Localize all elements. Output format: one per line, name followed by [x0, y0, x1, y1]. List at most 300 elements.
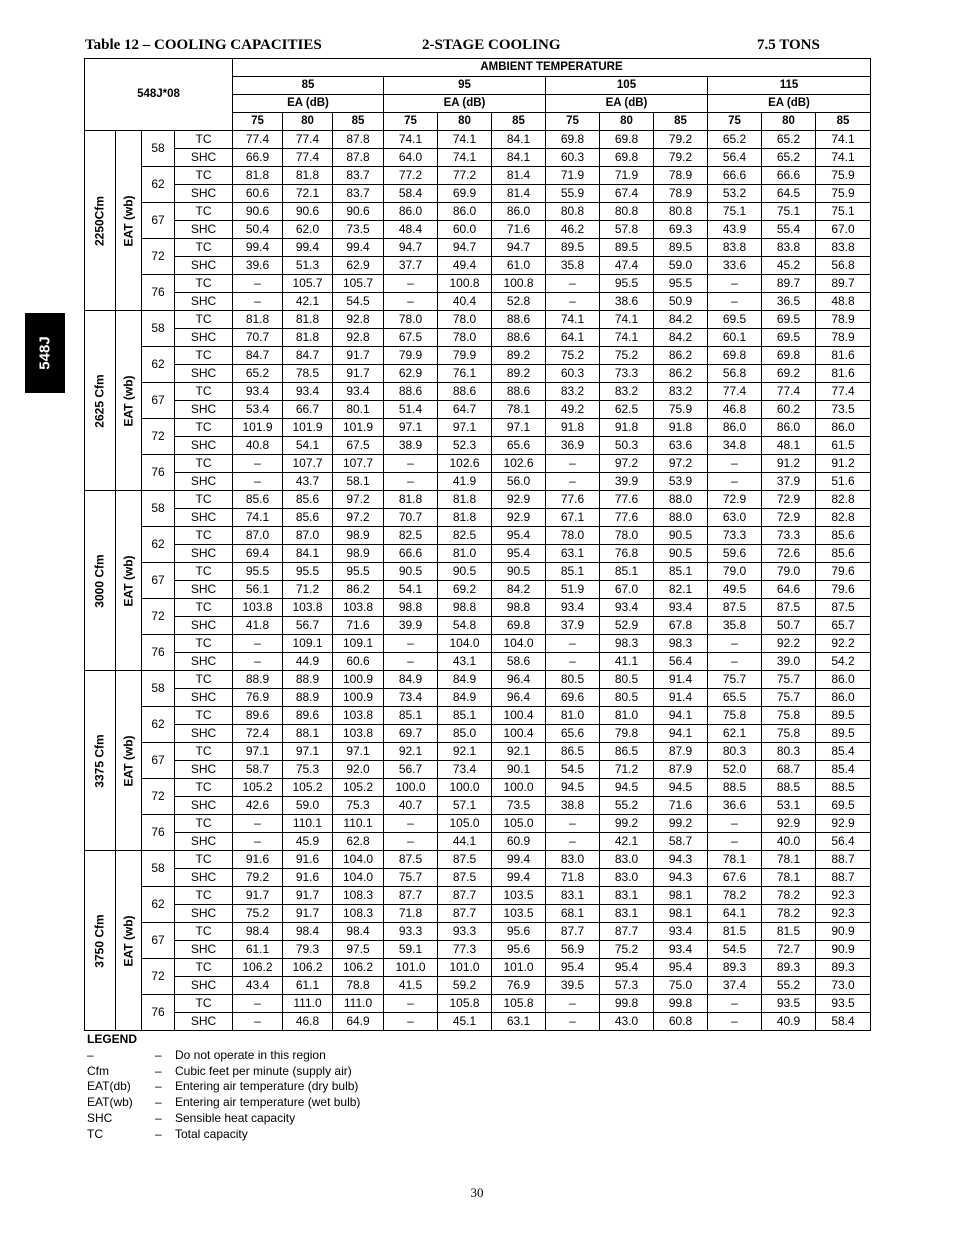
tc-value: 83.7 — [333, 167, 384, 185]
shc-value: 71.2 — [600, 761, 654, 779]
tc-value: 99.4 — [233, 239, 283, 257]
ea-label: EA (dB) — [384, 95, 546, 113]
eat-wb-value: 62 — [142, 167, 175, 203]
data-row — [85, 473, 871, 491]
ea-value: 75 — [708, 113, 762, 131]
tc-value: 81.4 — [492, 167, 546, 185]
tc-label: TC — [175, 635, 233, 653]
shc-value: – — [384, 1013, 438, 1031]
tc-value: 95.5 — [283, 563, 333, 581]
tc-value: 66.6 — [762, 167, 816, 185]
shc-value: 69.6 — [546, 689, 600, 707]
tc-value: 79.0 — [762, 563, 816, 581]
shc-value: 62.9 — [333, 257, 384, 275]
tc-value: 104.0 — [438, 635, 492, 653]
shc-value: 64.5 — [762, 185, 816, 203]
side-tab-label: 548J — [36, 336, 54, 370]
shc-value: 59.1 — [384, 941, 438, 959]
tc-label: TC — [175, 491, 233, 509]
shc-value: 65.6 — [492, 437, 546, 455]
tc-value: 98.3 — [654, 635, 708, 653]
shc-value: 73.5 — [816, 401, 871, 419]
tc-value: 81.8 — [384, 491, 438, 509]
shc-label: SHC — [175, 797, 233, 815]
ea-value: 85 — [654, 113, 708, 131]
shc-value: 45.2 — [762, 257, 816, 275]
tc-value: 111.0 — [333, 995, 384, 1013]
shc-label: SHC — [175, 725, 233, 743]
shc-value: 71.8 — [384, 905, 438, 923]
data-row — [85, 455, 871, 473]
data-row — [85, 725, 871, 743]
tc-value: 107.7 — [333, 455, 384, 473]
shc-value: 69.2 — [762, 365, 816, 383]
shc-label: SHC — [175, 545, 233, 563]
tc-value: 101.0 — [384, 959, 438, 977]
ea-value: 75 — [546, 113, 600, 131]
shc-value: – — [546, 1013, 600, 1031]
tc-label: TC — [175, 815, 233, 833]
tc-value: 101.9 — [283, 419, 333, 437]
legend-item — [87, 1047, 326, 1064]
shc-value: 77.6 — [600, 509, 654, 527]
shc-value: 58.1 — [333, 473, 384, 491]
tc-value: 77.4 — [762, 383, 816, 401]
tc-label: TC — [175, 527, 233, 545]
shc-value: 81.6 — [816, 365, 871, 383]
shc-value: 59.0 — [654, 257, 708, 275]
tc-value: 73.3 — [708, 527, 762, 545]
tc-value: 95.4 — [654, 959, 708, 977]
shc-value: 73.0 — [816, 977, 871, 995]
tc-value: 99.2 — [654, 815, 708, 833]
shc-value: – — [708, 653, 762, 671]
shc-value: 40.7 — [384, 797, 438, 815]
tc-label: TC — [175, 851, 233, 869]
tc-value: 80.8 — [546, 203, 600, 221]
shc-label: SHC — [175, 509, 233, 527]
shc-value: 54.8 — [438, 617, 492, 635]
tc-value: 98.1 — [654, 887, 708, 905]
shc-value: 60.6 — [233, 185, 283, 203]
tc-value: – — [233, 995, 283, 1013]
shc-value: 54.5 — [546, 761, 600, 779]
data-row — [85, 833, 871, 851]
shc-value: 57.8 — [600, 221, 654, 239]
tc-value: 84.2 — [654, 311, 708, 329]
tc-value: 81.5 — [762, 923, 816, 941]
shc-value: 48.8 — [816, 293, 871, 311]
eat-wb-value: 76 — [142, 815, 175, 851]
tc-value: 110.1 — [283, 815, 333, 833]
data-row — [85, 923, 871, 941]
side-tab — [25, 313, 65, 393]
shc-value: 93.4 — [654, 941, 708, 959]
tc-value: 93.3 — [438, 923, 492, 941]
legend-dash: – — [155, 1047, 162, 1062]
tc-value: 86.5 — [600, 743, 654, 761]
shc-value: – — [708, 1013, 762, 1031]
tc-value: – — [233, 635, 283, 653]
cfm-label — [85, 131, 116, 311]
tc-label: TC — [175, 995, 233, 1013]
tc-value: 69.8 — [762, 347, 816, 365]
tc-value: 86.0 — [384, 203, 438, 221]
tc-value: 91.2 — [816, 455, 871, 473]
shc-value: 87.9 — [654, 761, 708, 779]
tc-value: 86.0 — [816, 419, 871, 437]
eat-wb-label — [116, 491, 142, 671]
shc-value: 43.9 — [708, 221, 762, 239]
tc-value: 88.6 — [492, 383, 546, 401]
tc-value: 83.0 — [546, 851, 600, 869]
cfm-label — [85, 671, 116, 851]
tc-value: 100.4 — [492, 707, 546, 725]
ambient-85: 85 — [233, 77, 384, 95]
shc-value: – — [708, 833, 762, 851]
shc-value: 36.6 — [708, 797, 762, 815]
shc-value: 91.6 — [283, 869, 333, 887]
cfm-label — [85, 491, 116, 671]
tc-value: 109.1 — [283, 635, 333, 653]
shc-value: 50.7 — [762, 617, 816, 635]
tc-value: 95.4 — [546, 959, 600, 977]
shc-value: 84.9 — [438, 689, 492, 707]
tc-value: 88.7 — [816, 851, 871, 869]
data-row — [85, 995, 871, 1013]
tc-value: 90.9 — [816, 923, 871, 941]
data-row — [85, 311, 871, 329]
shc-value: 82.1 — [654, 581, 708, 599]
eat-wb-value: 76 — [142, 995, 175, 1031]
tc-value: 77.4 — [816, 383, 871, 401]
shc-value: – — [384, 473, 438, 491]
table-title-tons: 7.5 TONS — [757, 37, 820, 53]
shc-value: 66.6 — [384, 545, 438, 563]
shc-value: 37.9 — [546, 617, 600, 635]
shc-value: 75.2 — [233, 905, 283, 923]
tc-value: 73.3 — [762, 527, 816, 545]
header-row-ambient — [85, 59, 871, 77]
shc-value: 49.4 — [438, 257, 492, 275]
tc-value: 75.1 — [816, 203, 871, 221]
tc-value: 95.5 — [333, 563, 384, 581]
shc-value: 70.7 — [384, 509, 438, 527]
shc-value: 56.4 — [654, 653, 708, 671]
ea-value: 80 — [762, 113, 816, 131]
tc-value: 77.4 — [708, 383, 762, 401]
tc-value: 97.1 — [283, 743, 333, 761]
legend-items — [87, 1047, 361, 1143]
tc-value: 83.0 — [600, 851, 654, 869]
shc-value: 51.3 — [283, 257, 333, 275]
tc-value: 92.8 — [333, 311, 384, 329]
shc-value: 84.2 — [654, 329, 708, 347]
shc-value: 53.9 — [654, 473, 708, 491]
shc-value: 61.5 — [816, 437, 871, 455]
tc-value: 92.9 — [816, 815, 871, 833]
tc-label: TC — [175, 959, 233, 977]
shc-value: 43.4 — [233, 977, 283, 995]
eat-wb-value: 58 — [142, 131, 175, 167]
tc-value: 91.8 — [546, 419, 600, 437]
shc-value: 39.6 — [233, 257, 283, 275]
shc-value: 67.1 — [546, 509, 600, 527]
tc-value: – — [546, 275, 600, 293]
cfm-label — [85, 311, 116, 491]
shc-value: 87.7 — [438, 905, 492, 923]
tc-value: – — [546, 635, 600, 653]
shc-value: 88.7 — [816, 869, 871, 887]
shc-value: 78.9 — [654, 185, 708, 203]
shc-value: 60.3 — [546, 149, 600, 167]
tc-value: 87.9 — [654, 743, 708, 761]
data-row — [85, 869, 871, 887]
eat-wb-value: 67 — [142, 203, 175, 239]
shc-value: 64.7 — [438, 401, 492, 419]
shc-value: 92.3 — [816, 905, 871, 923]
shc-value: 71.6 — [492, 221, 546, 239]
tc-value: 74.1 — [384, 131, 438, 149]
data-row — [85, 743, 871, 761]
tc-value: 82.8 — [816, 491, 871, 509]
tc-value: 79.2 — [654, 131, 708, 149]
data-row — [85, 491, 871, 509]
data-row — [85, 653, 871, 671]
shc-value: 78.8 — [333, 977, 384, 995]
tc-value: 99.8 — [654, 995, 708, 1013]
shc-value: 92.0 — [333, 761, 384, 779]
tc-value: – — [546, 995, 600, 1013]
eat-wb-label — [116, 671, 142, 851]
tc-value: 93.4 — [283, 383, 333, 401]
shc-value: 90.5 — [654, 545, 708, 563]
tc-value: 98.9 — [333, 527, 384, 545]
tc-value: 89.2 — [492, 347, 546, 365]
shc-value: 86.2 — [333, 581, 384, 599]
tc-value: 91.7 — [333, 347, 384, 365]
legend-dash: – — [155, 1079, 162, 1094]
tc-value: 97.1 — [333, 743, 384, 761]
shc-label: SHC — [175, 1013, 233, 1031]
tc-value: 103.8 — [333, 707, 384, 725]
data-row — [85, 779, 871, 797]
shc-value: 69.7 — [384, 725, 438, 743]
shc-value: 55.4 — [762, 221, 816, 239]
tc-value: 94.5 — [546, 779, 600, 797]
tc-value: – — [384, 455, 438, 473]
tc-value: 81.0 — [600, 707, 654, 725]
shc-value: 79.3 — [283, 941, 333, 959]
shc-value: 69.8 — [492, 617, 546, 635]
shc-value: 74.1 — [233, 509, 283, 527]
tc-value: 93.4 — [546, 599, 600, 617]
tc-value: 75.2 — [546, 347, 600, 365]
shc-value: – — [233, 653, 283, 671]
shc-value: 76.1 — [438, 365, 492, 383]
shc-value: 46.8 — [283, 1013, 333, 1031]
data-row — [85, 851, 871, 869]
tc-value: 92.2 — [816, 635, 871, 653]
tc-value: 79.6 — [816, 563, 871, 581]
shc-value: 57.1 — [438, 797, 492, 815]
tc-value: 85.1 — [438, 707, 492, 725]
tc-value: 81.8 — [283, 167, 333, 185]
shc-value: 54.5 — [333, 293, 384, 311]
shc-value: 52.0 — [708, 761, 762, 779]
tc-value: 90.5 — [384, 563, 438, 581]
tc-value: 77.2 — [384, 167, 438, 185]
tc-value: 95.6 — [492, 923, 546, 941]
tc-value: 86.0 — [438, 203, 492, 221]
shc-value: 69.5 — [762, 329, 816, 347]
shc-value: 75.3 — [333, 797, 384, 815]
tc-value: – — [233, 455, 283, 473]
shc-value: 48.4 — [384, 221, 438, 239]
tc-value: 85.4 — [816, 743, 871, 761]
tc-value: 100.9 — [333, 671, 384, 689]
tc-value: 80.5 — [546, 671, 600, 689]
data-row — [85, 977, 871, 995]
shc-value: 89.5 — [816, 725, 871, 743]
tc-value: 80.3 — [708, 743, 762, 761]
shc-value: 72.4 — [233, 725, 283, 743]
tc-value: 105.8 — [492, 995, 546, 1013]
shc-value: 64.6 — [762, 581, 816, 599]
tc-value: 83.1 — [600, 887, 654, 905]
shc-value: 42.6 — [233, 797, 283, 815]
shc-value: – — [233, 1013, 283, 1031]
tc-value: 89.3 — [816, 959, 871, 977]
tc-label: TC — [175, 923, 233, 941]
shc-value: 60.8 — [654, 1013, 708, 1031]
shc-value: 65.2 — [233, 365, 283, 383]
tc-value: 97.1 — [438, 419, 492, 437]
shc-value: 99.4 — [492, 869, 546, 887]
tc-value: 75.2 — [600, 347, 654, 365]
tc-value: 100.0 — [384, 779, 438, 797]
tc-value: 87.0 — [233, 527, 283, 545]
shc-value: 43.0 — [600, 1013, 654, 1031]
tc-value: 84.1 — [492, 131, 546, 149]
tc-value: 87.7 — [384, 887, 438, 905]
tc-value: 71.9 — [546, 167, 600, 185]
tc-value: 78.0 — [438, 311, 492, 329]
tc-label: TC — [175, 131, 233, 149]
shc-value: 64.0 — [384, 149, 438, 167]
data-row — [85, 275, 871, 293]
tc-value: 78.0 — [384, 311, 438, 329]
shc-value: 76.9 — [233, 689, 283, 707]
tc-label: TC — [175, 275, 233, 293]
shc-value: 40.9 — [762, 1013, 816, 1031]
table-title-mode: 2-STAGE COOLING — [422, 37, 561, 53]
legend-dash: – — [155, 1110, 162, 1125]
shc-value: 87.5 — [438, 869, 492, 887]
tc-value: 91.2 — [762, 455, 816, 473]
shc-value: 64.1 — [546, 329, 600, 347]
shc-value: 60.6 — [333, 653, 384, 671]
table-title-label: Table 12 – COOLING CAPACITIES — [85, 37, 322, 53]
shc-value: 47.4 — [600, 257, 654, 275]
shc-value: 69.4 — [233, 545, 283, 563]
shc-value: 34.8 — [708, 437, 762, 455]
shc-value: 37.9 — [762, 473, 816, 491]
tc-value: 92.9 — [492, 491, 546, 509]
legend-term: Cfm — [87, 1063, 109, 1078]
tc-value: 90.5 — [492, 563, 546, 581]
shc-value: 69.9 — [438, 185, 492, 203]
shc-value: 100.9 — [333, 689, 384, 707]
tc-value: 98.4 — [233, 923, 283, 941]
shc-value: 36.9 — [546, 437, 600, 455]
shc-value: 78.2 — [762, 905, 816, 923]
shc-value: 90.1 — [492, 761, 546, 779]
shc-value: 73.5 — [333, 221, 384, 239]
tc-value: 94.7 — [492, 239, 546, 257]
shc-value: 76.9 — [492, 977, 546, 995]
tc-value: 97.1 — [233, 743, 283, 761]
tc-value: 85.6 — [816, 527, 871, 545]
tc-value: 78.9 — [816, 311, 871, 329]
eat-wb-label — [116, 311, 142, 491]
shc-value: – — [546, 293, 600, 311]
tc-value: 98.8 — [384, 599, 438, 617]
shc-value: 42.1 — [283, 293, 333, 311]
shc-value: 71.6 — [333, 617, 384, 635]
shc-label: SHC — [175, 977, 233, 995]
shc-value: 65.2 — [762, 149, 816, 167]
tc-value: 97.1 — [492, 419, 546, 437]
eat-wb-value: 67 — [142, 383, 175, 419]
data-row — [85, 635, 871, 653]
tc-value: 95.5 — [600, 275, 654, 293]
tc-value: 93.3 — [384, 923, 438, 941]
shc-value: 40.8 — [233, 437, 283, 455]
tc-value: 84.7 — [233, 347, 283, 365]
legend-item — [87, 1126, 248, 1143]
shc-value: 51.6 — [816, 473, 871, 491]
shc-value: 77.3 — [438, 941, 492, 959]
data-row — [85, 761, 871, 779]
shc-value: 60.1 — [708, 329, 762, 347]
shc-value: 60.3 — [546, 365, 600, 383]
eat-wb-label-text: EAT (wb) — [121, 734, 135, 787]
shc-value: 75.9 — [816, 185, 871, 203]
eat-wb-value: 76 — [142, 455, 175, 491]
tc-value: 97.2 — [333, 491, 384, 509]
shc-value: 94.1 — [654, 725, 708, 743]
tc-value: 82.5 — [384, 527, 438, 545]
shc-value: 55.2 — [600, 797, 654, 815]
shc-value: 45.1 — [438, 1013, 492, 1031]
shc-value: 86.0 — [816, 689, 871, 707]
shc-label: SHC — [175, 941, 233, 959]
tc-value: 99.4 — [492, 851, 546, 869]
shc-value: 38.8 — [546, 797, 600, 815]
shc-label: SHC — [175, 185, 233, 203]
shc-value: 60.9 — [492, 833, 546, 851]
shc-value: 73.4 — [438, 761, 492, 779]
shc-value: 83.1 — [600, 905, 654, 923]
eat-wb-value: 62 — [142, 707, 175, 743]
shc-value: 65.7 — [816, 617, 871, 635]
shc-value: 88.6 — [492, 329, 546, 347]
tc-value: – — [384, 995, 438, 1013]
legend-term: SHC — [87, 1110, 113, 1125]
legend-definition: Sensible heat capacity — [175, 1110, 296, 1125]
tc-value: 105.7 — [283, 275, 333, 293]
